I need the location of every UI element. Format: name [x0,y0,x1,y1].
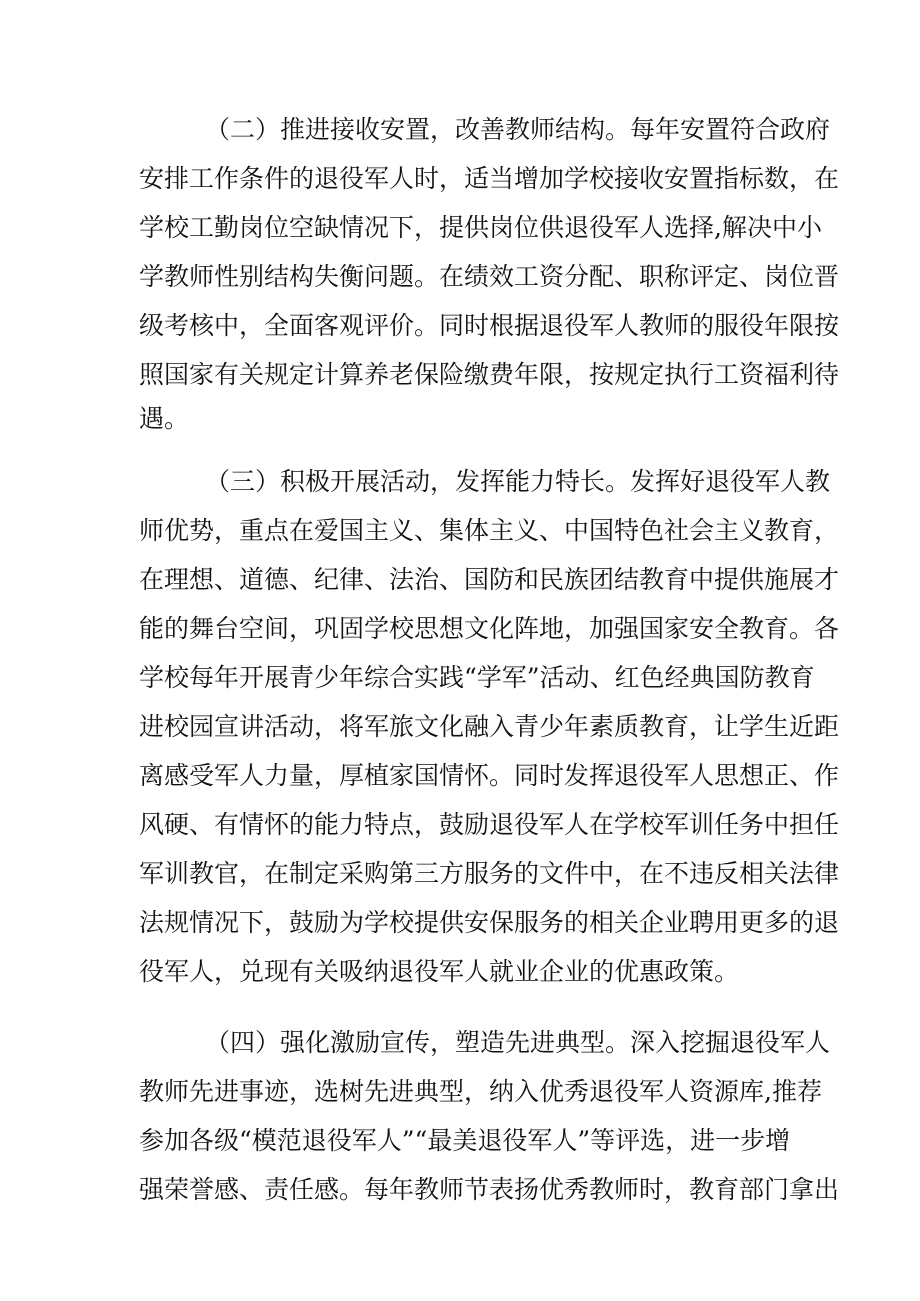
paragraph-2-line-9: 军训教官，在制定采购第三方服务的文件中，在不违反相关法律 [139,859,840,888]
paragraph-3-line-3: 参加各级“模范退役军人”“最美退役军人”等评选，进一步增 [139,1126,791,1155]
paragraph-2-line-11: 役军人，兑现有关吸纳退役军人就业企业的优惠政策。 [139,957,740,986]
paragraph-3-line-4: 强荣誉感、责任感。每年教师节表扬优秀教师时，教育部门拿出 [139,1175,840,1204]
paragraph-1-line-2: 安排工作条件的退役军人时，适当增加学校接收安置指标数，在 [139,164,840,193]
paragraph-2-line-7: 离感受军人力量，厚植家国情怀。同时发挥退役军人思想正、作 [139,761,840,790]
paragraph-2-line-5: 学校每年开展青少年综合实践“学军”活动、红色经典国防教育 [139,663,815,692]
paragraph-2-line-10: 法规情况下，鼓励为学校提供安保服务的相关企业聘用更多的退 [139,908,840,937]
paragraph-2-line-4: 能的舞台空间，巩固学校思想文化阵地，加强国家安全教育。各 [139,614,840,643]
paragraph-1-line-3: 学校工勤岗位空缺情况下，提供岗位供退役军人选择,解决中小 [139,213,822,242]
paragraph-2-line-1: （三）积极开展活动，发挥能力特长。发挥好退役军人教 [205,467,831,496]
paragraph-2-line-6: 进校园宣讲活动，将军旅文化融入青少年素质教育，让学生近距 [139,712,840,741]
paragraph-1-line-5: 级考核中，全面客观评价。同时根据退役军人教师的服役年限按 [139,311,840,340]
paragraph-2-line-8: 风硬、有情怀的能力特点，鼓励退役军人在学校军训任务中担任 [139,810,840,839]
paragraph-2-line-3: 在理想、道德、纪律、法治、国防和民族团结教育中提供施展才 [139,565,840,594]
paragraph-2-line-2: 师优势，重点在爱国主义、集体主义、中国特色社会主义教育， [139,516,840,545]
paragraph-3-line-2: 教师先进事迹，选树先进典型，纳入优秀退役军人资源库,推荐 [139,1077,822,1106]
paragraph-3-line-1: （四）强化激励宣传，塑造先进典型。深入挖掘退役军人 [205,1028,831,1057]
paragraph-1-line-1: （二）推进接收安置，改善教师结构。每年安置符合政府 [205,115,831,144]
paragraph-1-line-7: 遇。 [139,404,190,433]
paragraph-1-line-4: 学教师性别结构失衡问题。在绩效工资分配、职称评定、岗位晋 [139,262,840,291]
paragraph-1-line-6: 照国家有关规定计算养老保险缴费年限，按规定执行工资福利待 [139,360,840,389]
